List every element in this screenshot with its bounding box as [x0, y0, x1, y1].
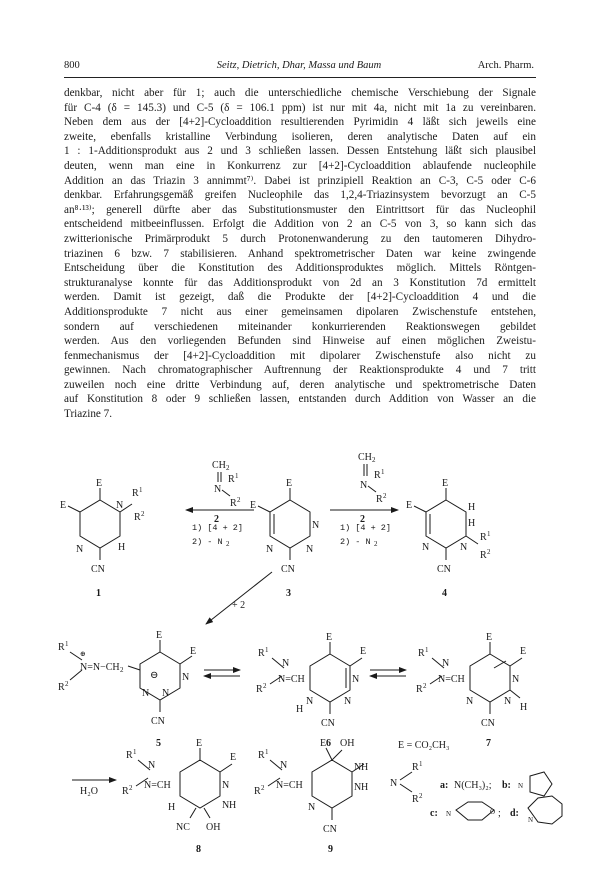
text-line: 1 : 1-Additionsprodukt aus 2 und 3 schließen lassen. Dessen Entstehung läßt sich plausibel [64, 145, 536, 158]
svg-text:2: 2 [120, 666, 124, 674]
svg-text:N: N [306, 544, 314, 555]
svg-text:N: N [344, 696, 352, 707]
svg-text:N: N [266, 544, 274, 555]
svg-text:1: 1 [381, 468, 385, 476]
svg-text:;: ; [498, 808, 501, 819]
svg-text:N=N−CH: N=N−CH [80, 662, 120, 673]
svg-text:1: 1 [235, 472, 239, 480]
atom-label: N [76, 544, 84, 555]
svg-text:R: R [58, 682, 65, 693]
svg-text:2: 2 [419, 792, 423, 800]
svg-text:H: H [229, 800, 237, 811]
svg-text:2: 2 [487, 548, 491, 556]
svg-text:R: R [412, 762, 419, 773]
svg-text:N: N [308, 802, 316, 813]
svg-text:N=CH: N=CH [276, 780, 303, 791]
svg-text:N: N [222, 780, 230, 791]
svg-text:E: E [196, 738, 203, 749]
svg-text:R: R [126, 750, 133, 761]
svg-text:E: E [520, 646, 527, 657]
svg-text:2) - N: 2) - N [340, 537, 371, 547]
svg-text:N=CH: N=CH [438, 674, 465, 685]
svg-text:E: E [190, 646, 197, 657]
svg-text:R: R [376, 494, 383, 505]
svg-text:OH: OH [206, 822, 221, 833]
morpholine-ring [456, 802, 494, 820]
svg-text:R: R [256, 684, 263, 695]
svg-text:CN: CN [323, 824, 337, 835]
reaction-scheme [0, 448, 600, 868]
text-line: werden. Damit ist gezeigt, daß die Produkte der [4+2]-Cycloaddition 4 und die [64, 291, 536, 304]
svg-text:N: N [312, 520, 320, 531]
text-line: zwitterionische Primärprodukt 5 durch Protonenwanderung zu den tautomeren Dihydro- [64, 232, 536, 245]
text-line: Triazine 7. [64, 408, 113, 421]
structure-compound-5 [70, 640, 192, 712]
compound-number-3: 3 [286, 588, 291, 599]
legend-a-value: N(CH₃)₂; [454, 780, 492, 791]
svg-text:E: E [286, 478, 293, 489]
text-line: zuweilen noch eine dritte Verbindung auf, deren analytische und spektrometrische Daten [64, 378, 536, 391]
svg-text:1: 1 [425, 646, 429, 654]
running-title: Seitz, Dietrich, Dhar, Massa und Baum [216, 60, 382, 71]
compound-number-4: 4 [442, 588, 447, 599]
svg-text:2: 2 [237, 496, 241, 504]
svg-text:N: N [460, 542, 468, 553]
svg-text:N=CH: N=CH [144, 780, 171, 791]
svg-text:E: E [406, 500, 413, 511]
legend-d-key: d: [510, 808, 519, 819]
svg-text:R: R [122, 786, 129, 797]
atom-label: R [134, 512, 141, 523]
svg-text:N: N [446, 810, 452, 818]
text-line: werden. Aus den vorliegenden Befunden sind Hinweise auf einen möglichen Zweistu- [64, 335, 536, 348]
svg-text:N: N [512, 674, 520, 685]
svg-text:1: 1 [139, 486, 143, 494]
svg-text:E: E [360, 646, 367, 657]
svg-text:E: E [156, 630, 163, 641]
atom-label: E [96, 478, 103, 489]
svg-text:N: N [182, 672, 190, 683]
legend-E-definition: E = CO₂CH₃ [398, 740, 450, 751]
svg-text:NC: NC [176, 822, 190, 833]
svg-text:N: N [148, 760, 156, 771]
svg-text:2: 2 [383, 492, 387, 500]
svg-text:O: O [490, 808, 496, 816]
legend-c-key: c: [430, 808, 438, 819]
reaction-arrow [206, 572, 272, 624]
text-line: für C-4 (δ = 145.3) und C-5 (δ = 106.1 ppm) ist nur mit 4a, nicht mit 1a zu vereinbaren. [64, 101, 536, 114]
svg-text:2: 2 [141, 510, 145, 518]
journal-name: Arch. Pharm. [477, 60, 534, 71]
svg-text:CN: CN [481, 718, 495, 729]
text-line: deuten, wenn man eine in Konkurrenz zur [4+2]-Cycloaddition ablaufende nucleophile [64, 159, 536, 172]
svg-text:N: N [280, 760, 288, 771]
svg-text:R: R [480, 550, 487, 561]
plus-reagent: + 2 [232, 600, 246, 611]
atom-label: H [118, 542, 126, 553]
legend-a-key: a: [440, 780, 449, 791]
svg-text:R: R [416, 684, 423, 695]
svg-text:R: R [58, 642, 65, 653]
svg-text:N: N [390, 778, 398, 789]
compound-number-9: 9 [328, 844, 333, 855]
text-line: auf Konstitution 8 oder 9 schließen lassen, entstanden durch Addition von Wasser an die [64, 393, 536, 406]
svg-text:H: H [468, 518, 476, 529]
svg-text:N: N [442, 658, 450, 669]
svg-text:⊕: ⊕ [80, 650, 86, 658]
text-line: strukturanalyse konnte für das Additionsprodukt von 2d an 3 Konstitution 7d ermittelt [64, 276, 536, 289]
svg-text:OH: OH [340, 738, 355, 749]
body-text [64, 86, 536, 422]
compound-number-7: 7 [486, 738, 491, 749]
svg-text:2: 2 [65, 680, 69, 688]
svg-text:R: R [254, 786, 261, 797]
svg-text:CN: CN [321, 718, 335, 729]
svg-text:N: N [306, 696, 314, 707]
svg-text:R: R [374, 470, 381, 481]
atom-label: N [116, 500, 124, 511]
pyrrolidine-ring [530, 772, 552, 796]
svg-text:R: R [258, 750, 265, 761]
svg-text:N: N [466, 696, 474, 707]
svg-text:N: N [222, 800, 230, 811]
svg-text:E: E [230, 752, 237, 763]
atom-label: R [132, 488, 139, 499]
compound-number-6: 6 [326, 738, 331, 749]
condition-step2: 2) - N [192, 537, 223, 547]
svg-text:N: N [282, 658, 290, 669]
text-line: triazinen 6 bzw. 7 stabilisieren. Anhand spektrometrischer Daten war keine zwingende [64, 247, 536, 260]
text-line: sondern auf verschiedenen miteinander konkurrierenden Reaktionswegen gebildet [64, 320, 536, 333]
svg-text:H: H [361, 782, 369, 793]
svg-text:N: N [360, 480, 368, 491]
atom-label: CN [91, 564, 105, 575]
svg-text:E: E [250, 500, 257, 511]
text-line: fenmechanismus der [4+2]-Cycloaddition mit dipolarer Zwischenstufe also nicht zu [64, 349, 536, 362]
svg-text:1: 1 [265, 646, 269, 654]
water-label: H₂O [80, 786, 98, 797]
compound-number-1: 1 [96, 588, 101, 599]
legend-amine [400, 772, 412, 792]
paragraph [64, 86, 536, 422]
text-line: denkbar, nicht aber für 1; auch die unterschiedliche chemische Verschiebung der Signale [64, 87, 536, 99]
svg-text:2: 2 [372, 456, 376, 464]
svg-text:2: 2 [261, 784, 265, 792]
azepane-ring [528, 796, 562, 824]
svg-text:E: E [326, 632, 333, 643]
text-line: gewinnen. Nach chromatographischer Auftrennung der Reaktionsprodukte 4 und 7 tritt [64, 364, 536, 377]
svg-text:CN: CN [281, 564, 295, 575]
svg-text:H: H [361, 762, 369, 773]
page-number: 800 [64, 60, 80, 71]
header-rule [64, 77, 536, 78]
svg-text:R: R [412, 794, 419, 805]
svg-text:N: N [352, 674, 360, 685]
svg-text:H: H [296, 704, 304, 715]
svg-text:R: R [418, 648, 425, 659]
svg-text:R: R [480, 532, 487, 543]
svg-text:H: H [168, 802, 176, 813]
text-line: an⁸·¹³⁾; generell dürfte aber das Substitutionsmuster den Eintrittsort für das Nucleophil [64, 203, 536, 216]
text-line: Neben dem aus der [4+2]-Cycloaddition resultierenden Pyrimidin 4 läßt sich jeweils eine [64, 116, 536, 129]
svg-text:E: E [486, 632, 493, 643]
svg-text:CN: CN [437, 564, 451, 575]
svg-text:1: 1 [133, 748, 137, 756]
svg-text:N: N [518, 782, 524, 790]
legend-b-key: b: [502, 780, 511, 791]
svg-text:2: 2 [226, 464, 230, 472]
text-line: Addition an das Triazin 3 annimmt⁷⁾. Dabei ist prinzipiell Reaktion an C-3, C-5 oder C-6 [64, 174, 536, 187]
svg-text:1: 1 [487, 530, 491, 538]
svg-text:N=CH: N=CH [278, 674, 305, 685]
svg-text:1: 1 [65, 640, 69, 648]
condition-step1: 1) [4 + 2] [192, 523, 244, 533]
svg-text:R: R [228, 474, 235, 485]
svg-text:2: 2 [423, 682, 427, 690]
text-line: zweite, ebenfalls kristalline Verbindung isolieren, deren analytische Daten auf ein [64, 130, 536, 143]
svg-text:N: N [528, 816, 534, 824]
svg-text:1: 1 [419, 760, 423, 768]
svg-text:N: N [354, 762, 362, 773]
text-line: entscheidend mitbeeinflussen. Erfolgt die Addition von 2 an C-5 von 3, so kann sich das [64, 218, 536, 231]
atom-label: E [60, 500, 67, 511]
svg-text:CH: CH [358, 452, 372, 463]
svg-text:2: 2 [374, 540, 378, 548]
svg-text:CN: CN [151, 716, 165, 727]
svg-text:N: N [504, 696, 512, 707]
svg-text:N: N [162, 688, 170, 699]
compound-number-8: 8 [196, 844, 201, 855]
svg-text:1) [4 + 2]: 1) [4 + 2] [340, 523, 392, 533]
text-line: denkbar. Erfahrungsgemäß greifen Nucleophile das 1,2,4-Triazinsystem bevorzugt an C-5 [64, 189, 536, 202]
text-line: Additionsprodukte 7 nicht aus einer gemeinsamen dipolaren Zwischenstufe entstehen, [64, 305, 536, 318]
svg-text:H: H [520, 702, 528, 713]
svg-text:E: E [320, 738, 327, 749]
svg-text:N: N [214, 484, 222, 495]
equilibrium-arrows [204, 670, 240, 676]
running-header [64, 60, 534, 76]
reaction-scheme-svg [0, 448, 600, 868]
svg-text:R: R [258, 648, 265, 659]
svg-text:CH: CH [212, 460, 226, 471]
svg-text:2: 2 [263, 682, 267, 690]
svg-text:2: 2 [226, 540, 230, 548]
svg-text:N: N [354, 782, 362, 793]
equilibrium-arrows [370, 670, 406, 676]
svg-text:2: 2 [129, 784, 133, 792]
svg-text:⊖: ⊖ [150, 670, 159, 681]
text-line: Entscheidung über die Konstitution des Additionsproduktes möglich. Mittels Röntgen- [64, 262, 536, 275]
svg-text:N: N [142, 688, 150, 699]
svg-text:H: H [468, 502, 476, 513]
reagent-number: 2 [214, 514, 219, 525]
svg-text:E: E [442, 478, 449, 489]
svg-text:N: N [422, 542, 430, 553]
svg-text:2: 2 [360, 514, 365, 525]
svg-text:1: 1 [265, 748, 269, 756]
compound-number-5: 5 [156, 738, 161, 749]
svg-text:R: R [230, 498, 237, 509]
